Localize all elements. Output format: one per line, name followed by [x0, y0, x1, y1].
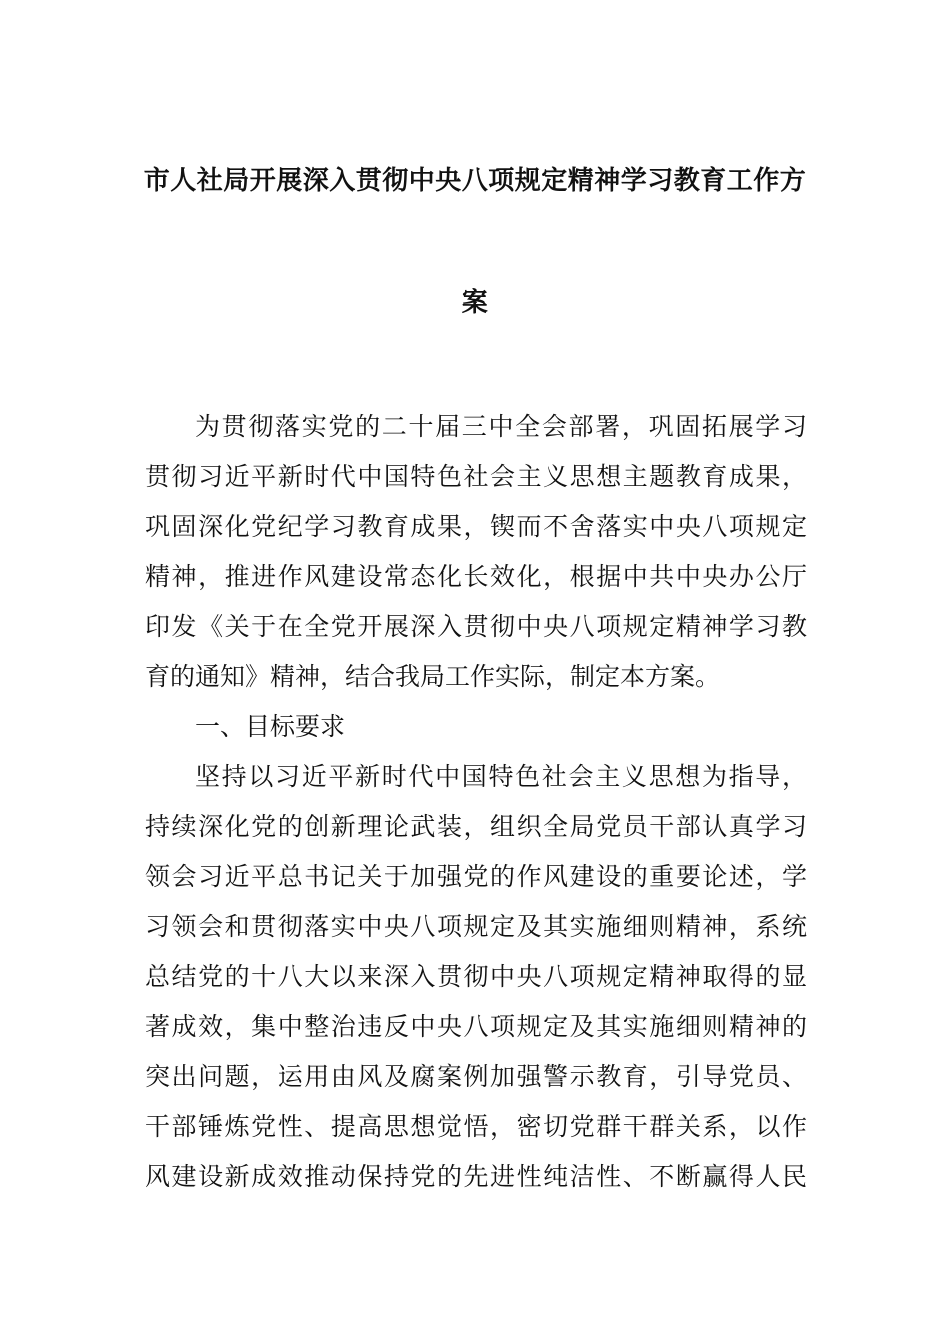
document-title-line-2: 案: [461, 288, 489, 318]
paragraph-2-line: 突出问题，运用由风及腐案例加强警示教育，引导党员、: [145, 1062, 807, 1091]
paragraph-2-line: 领会习近平总书记关于加强党的作风建设的重要论述，学: [145, 862, 807, 891]
paragraph-1-line: 精神，推进作风建设常态化长效化，根据中共中央办公厅: [145, 562, 807, 591]
paragraph-1-line: 巩固深化党纪学习教育成果，锲而不舍落实中央八项规定: [145, 512, 807, 541]
paragraph-2-line: 总结党的十八大以来深入贯彻中央八项规定精神取得的显: [145, 962, 807, 991]
section-heading: 一、目标要求: [195, 712, 346, 741]
paragraph-1-line: 贯彻习近平新时代中国特色社会主义思想主题教育成果，: [145, 462, 807, 491]
paragraph-1-line: 育的通知》精神，结合我局工作实际，制定本方案。: [145, 662, 721, 691]
paragraph-2-line: 习领会和贯彻落实中央八项规定及其实施细则精神，系统: [145, 912, 807, 941]
document-body: [145, 402, 807, 1202]
paragraph-2-line: 坚持以习近平新时代中国特色社会主义思想为指导，: [195, 762, 807, 791]
paragraph-2-line: 著成效，集中整治违反中央八项规定及其实施细则精神的: [145, 1012, 807, 1041]
document-title-line-1: 市人社局开展深入贯彻中央八项规定精神学习教育工作方: [143, 166, 807, 196]
paragraph-2-line: 风建设新成效推动保持党的先进性纯洁性、不断赢得人民: [145, 1162, 807, 1191]
paragraph-2-line: 干部锤炼党性、提高思想觉悟，密切党群干群关系，以作: [145, 1112, 807, 1141]
paragraph-1-line: 印发《关于在全党开展深入贯彻中央八项规定精神学习教: [145, 612, 807, 641]
paragraph-1-line: 为贯彻落实党的二十届三中全会部署，巩固拓展学习: [195, 412, 807, 441]
paragraph-2-line: 持续深化党的创新理论武装，组织全局党员干部认真学习: [145, 812, 807, 841]
